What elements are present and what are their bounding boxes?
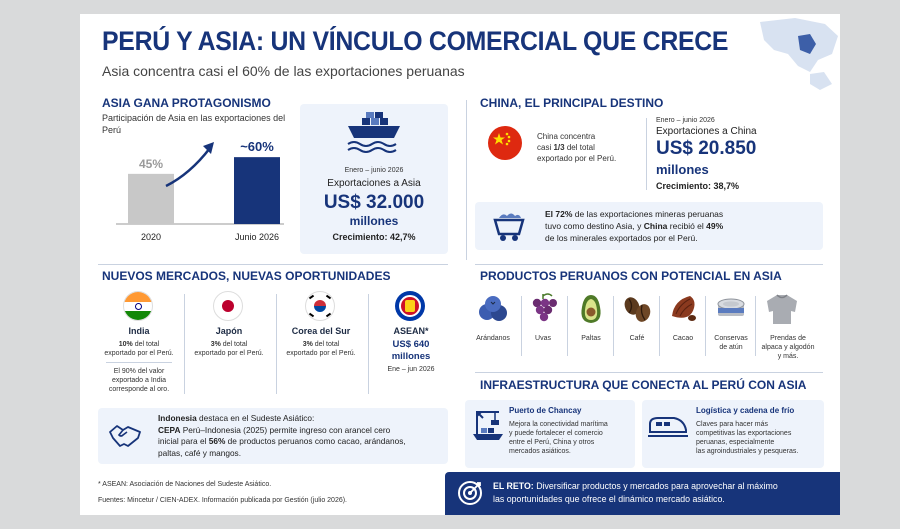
blueberry-icon — [476, 292, 510, 326]
china-growth: Crecimiento: 38,7% — [656, 181, 740, 191]
chart-category-label-0: 2020 — [140, 232, 162, 242]
horizontal-divider-right — [475, 264, 823, 265]
asia-exports-unit: millones — [349, 214, 399, 228]
chart-bar-0 — [128, 174, 174, 224]
grapes-icon — [526, 292, 560, 326]
south-korea-flag-icon — [305, 291, 335, 321]
page-title: PERÚ Y ASIA: UN VÍNCULO COMERCIAL QUE CRECE — [102, 26, 729, 56]
asia-share-chart — [110, 134, 290, 249]
indonesia-text: Indonesia destaca en el Sudeste Asiático: CEPA Perú–Indonesia (2025) permite ingreso con arancel cero inicial para el 56% de productos peruanos como cacao, arándanos, paltas, café y mangos. — [158, 413, 406, 458]
handshake-icon — [108, 418, 142, 452]
port-box — [465, 400, 635, 468]
section-heading-china: CHINA, EL PRINCIPAL DESTINO — [480, 96, 664, 110]
product-label-coffee: Café — [629, 335, 645, 342]
product-divider-3 — [613, 296, 614, 356]
cargo-ship-icon — [344, 112, 404, 154]
logistics-description: Claves para hacer más competitivas las exportaciones peruanas, especialmente las agroindustriales y pesqueras. — [696, 421, 799, 455]
mining-text: El 72% de las exportaciones mineras peruanas tuvo como destino Asia, y China recibió el 49% de los minerales exportados por el Perú. — [545, 209, 724, 243]
product-label-tuna: Conservas de atún — [714, 335, 748, 351]
product-label-grapes: Uvas — [535, 335, 551, 342]
china-share-fraction: 1/3 — [553, 143, 565, 152]
product-label-garments: Prendas de alpaca y algodón y más. — [761, 335, 815, 360]
india-flag-icon — [123, 291, 153, 321]
china-flag-icon — [488, 126, 522, 160]
product-divider-1 — [521, 296, 522, 356]
market-japan-name: Japón — [215, 326, 243, 336]
bullet-train-icon — [648, 414, 688, 440]
logistics-title: Logística y cadena de frío — [696, 406, 795, 415]
challenge-label: EL RETO: — [493, 481, 534, 491]
growth-arrow-head — [203, 142, 214, 154]
china-period: Enero – junio 2026 — [656, 117, 715, 124]
infographic-card — [80, 14, 840, 515]
target-icon — [457, 480, 483, 506]
china-divider — [646, 118, 647, 190]
asia-exports-label: Exportaciones a Asia — [327, 178, 421, 189]
china-exports-label: Exportaciones a China — [656, 126, 757, 137]
india-note-divider — [106, 362, 172, 363]
horizontal-divider-infra — [475, 372, 823, 373]
section-heading-infra: INFRAESTRUCTURA QUE CONECTA AL PERÚ CON ASIA — [480, 378, 807, 392]
market-japan-share: 3% del total exportado por el Perú. — [194, 341, 264, 357]
section-heading-products: PRODUCTOS PERUANOS CON POTENCIAL EN ASIA — [480, 269, 782, 283]
market-asean-unit: millones — [391, 351, 431, 362]
market-divider-3 — [368, 294, 369, 394]
product-label-cacao: Cacao — [672, 335, 694, 342]
china-exports-unit: millones — [656, 162, 709, 177]
port-description: Mejora la conectividad marítima y puede fortalecer el comercio entre el Perú, China y otros mercados asiáticos. — [509, 421, 608, 455]
logistics-box — [642, 400, 824, 468]
asia-growth: Crecimiento: 42,7% — [332, 232, 416, 242]
asia-period: Enero – junio 2026 — [344, 167, 404, 174]
cacao-icon — [666, 292, 700, 326]
india-gold-note: El 90% del valor exportado a India corresponde al oro. — [108, 368, 170, 393]
asia-exports-amount: US$ 32.000 — [323, 192, 425, 213]
market-korea-share: 3% del total exportado por el Perú. — [286, 341, 356, 357]
asean-logo-icon — [395, 291, 425, 321]
japan-flag-icon — [213, 291, 243, 321]
chart-bar-1 — [234, 157, 280, 224]
asia-exports-box — [300, 104, 448, 254]
coffee-icon — [620, 292, 654, 326]
chart-data-label-0: 45% — [138, 156, 164, 171]
tuna-can-icon — [714, 292, 748, 326]
market-divider-2 — [276, 294, 277, 394]
sources-note: Fuentes: Mincetur / CIEN-ADEX. Información publicada por Gestión (julio 2026). — [98, 497, 348, 504]
market-asean-period: Ene – jun 2026 — [387, 366, 435, 373]
challenge-banner — [445, 472, 840, 515]
asia-map-icon — [740, 14, 840, 94]
horizontal-divider-left — [98, 264, 448, 265]
chart-category-label-1: Junio 2026 — [234, 232, 280, 242]
indonesia-box — [98, 408, 448, 464]
port-crane-icon — [469, 408, 505, 442]
section-heading-markets: NUEVOS MERCADOS, NUEVAS OPORTUNIDADES — [102, 269, 391, 283]
market-india-name: India — [128, 326, 150, 336]
asia-chart-caption: Participación de Asia en las exportaciones del Perú — [102, 113, 286, 135]
asean-footnote: * ASEAN: Asociación de Naciones del Sudeste Asiático. — [98, 481, 272, 488]
challenge-text: EL RETO: Diversificar productos y mercados para aprovechar al máximo las oportunidades que ofrece el dinámico mercado asiático. — [493, 481, 778, 504]
page-subtitle: Asia concentra casi el 60% de las exportaciones peruanas — [102, 63, 465, 79]
market-asean-name: ASEAN* — [393, 326, 429, 336]
vertical-divider — [466, 100, 467, 260]
product-label-avocados: Paltas — [581, 335, 601, 342]
market-india-share: 10% del total exportado por el Perú. — [104, 341, 174, 357]
product-divider-4 — [659, 296, 660, 356]
market-asean-amount: US$ 640 — [392, 339, 430, 350]
sweater-icon — [764, 292, 800, 326]
china-exports-amount: US$ 20.850 — [656, 138, 757, 159]
mine-cart-icon — [491, 208, 527, 244]
market-divider-1 — [184, 294, 185, 394]
china-share-text: China concentra casi 1/3 del total exportado por el Perú. — [537, 132, 617, 163]
port-title: Puerto de Chancay — [509, 406, 582, 415]
avocado-icon — [574, 292, 608, 326]
product-label-blueberries: Arándanos — [476, 335, 510, 342]
market-korea-name: Corea del Sur — [291, 326, 351, 336]
section-heading-asia: ASIA GANA PROTAGONISMO — [102, 96, 271, 110]
mining-box — [475, 202, 823, 250]
product-divider-2 — [567, 296, 568, 356]
chart-data-label-1: ~60% — [240, 139, 274, 155]
